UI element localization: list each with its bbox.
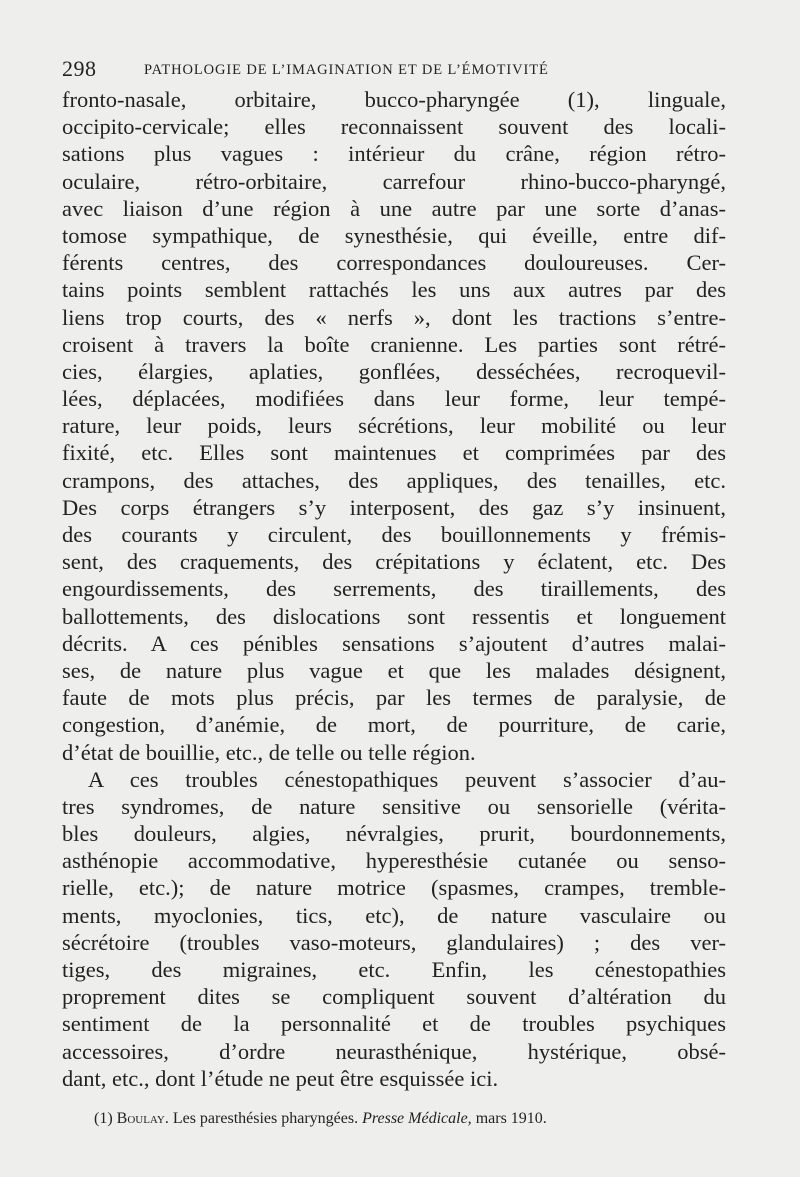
text-line: congestion, d’anémie, de mort, de pourriture, de carie, bbox=[62, 712, 726, 738]
text-line: occipito-cervicale; elles reconnaissent souvent des locali- bbox=[62, 114, 726, 140]
page-number: 298 bbox=[62, 56, 97, 81]
running-title: PATHOLOGIE DE L’IMAGINATION ET DE L’ÉMOTIVITÉ bbox=[144, 62, 549, 78]
text-line: sations plus vagues : intérieur du crâne, région rétro- bbox=[62, 141, 726, 167]
text-line: Des corps étrangers s’y interposent, des gaz s’y insinuent, bbox=[62, 494, 726, 520]
text-line: asthénopie accommodative, hyperesthésie cutanée ou senso- bbox=[62, 848, 726, 874]
text-line: croisent à travers la boîte cranienne. Les parties sont rétré- bbox=[62, 331, 726, 357]
text-line: sent, des craquements, des crépitations y éclatent, etc. Des bbox=[62, 549, 726, 575]
text-line: dant, etc., dont l’étude ne peut être esquissée ici. bbox=[62, 1065, 499, 1091]
text-line: bles douleurs, algies, névralgies, prurit, bourdonnements, bbox=[62, 821, 726, 847]
footnote-journal: Presse Médicale, bbox=[362, 1110, 472, 1127]
text-line: férents centres, des correspondances douloureuses. Cer- bbox=[62, 250, 726, 276]
text-line: lées, déplacées, modifiées dans leur forme, leur tempé- bbox=[62, 386, 726, 412]
text-line: cies, élargies, aplaties, gonflées, desséchées, recroquevil- bbox=[62, 358, 726, 384]
text-line: sécrétoire (troubles vaso-moteurs, glandulaires) ; des ver- bbox=[62, 929, 726, 955]
paragraph-start-line: A ces troubles cénestopathiques peuvent s’associer d’au- bbox=[88, 766, 726, 792]
text-line: oculaire, rétro-orbitaire, carrefour rhino-bucco-pharyngé, bbox=[62, 168, 726, 194]
page-header bbox=[62, 56, 722, 86]
text-line: tres syndromes, de nature sensitive ou sensorielle (vérita- bbox=[62, 793, 726, 819]
footnote-title: Les paresthésies pharyngées. bbox=[172, 1110, 359, 1127]
text-line: sentiment de la personnalité et de troubles psychiques bbox=[62, 1011, 726, 1037]
text-line: ments, myoclonies, tics, etc), de nature vasculaire ou bbox=[62, 902, 726, 928]
footnote bbox=[94, 1110, 714, 1128]
text-line: ballottements, des dislocations sont ressentis et longuement bbox=[62, 603, 726, 629]
text-line: décrits. A ces pénibles sensations s’ajoutent d’autres malai- bbox=[62, 630, 726, 656]
text-line: fronto-nasale, orbitaire, bucco-pharyngée (1), linguale, bbox=[62, 87, 726, 112]
text-line: crampons, des attaches, des appliques, des tenailles, etc. bbox=[62, 467, 726, 493]
text-line: rielle, etc.); de nature motrice (spasmes, crampes, tremble- bbox=[62, 875, 726, 901]
text-line: accessoires, d’ordre neurasthénique, hystérique, obsé- bbox=[62, 1038, 726, 1064]
text-line: liens trop courts, des « nerfs », dont les tractions s’entre- bbox=[62, 304, 726, 330]
text-line: tiges, des migraines, etc. Enfin, les cénestopathies bbox=[62, 957, 726, 982]
text-line: ses, de nature plus vague et que les malades désignent, bbox=[62, 657, 726, 683]
text-line: des courants y circulent, des bouillonnements y frémis- bbox=[62, 522, 726, 547]
text-line: fixité, etc. Elles sont maintenues et comprimées par des bbox=[62, 440, 726, 466]
text-line: d’état de bouillie, etc., de telle ou telle région. bbox=[62, 739, 476, 765]
text-line: tomose sympathique, de synesthésie, qui éveille, entre dif- bbox=[62, 222, 726, 248]
body-text bbox=[62, 86, 726, 1092]
text-line: faute de mots plus précis, par les termes de paralysie, de bbox=[62, 685, 726, 711]
text-line: avec liaison d’une région à une autre par une sorte d’anas- bbox=[62, 195, 726, 221]
text-line: rature, leur poids, leurs sécrétions, leur mobilité ou leur bbox=[62, 413, 726, 439]
footnote-date: mars 1910. bbox=[475, 1110, 547, 1127]
footnote-author: Boulay. bbox=[116, 1110, 169, 1127]
footnote-marker: (1) bbox=[94, 1110, 113, 1127]
text-line: engourdissements, des serrements, des tiraillements, des bbox=[62, 576, 726, 602]
text-line: proprement dites se compliquent souvent d’altération du bbox=[62, 984, 726, 1010]
text-line: tains points semblent rattachés les uns aux autres par des bbox=[62, 277, 726, 303]
